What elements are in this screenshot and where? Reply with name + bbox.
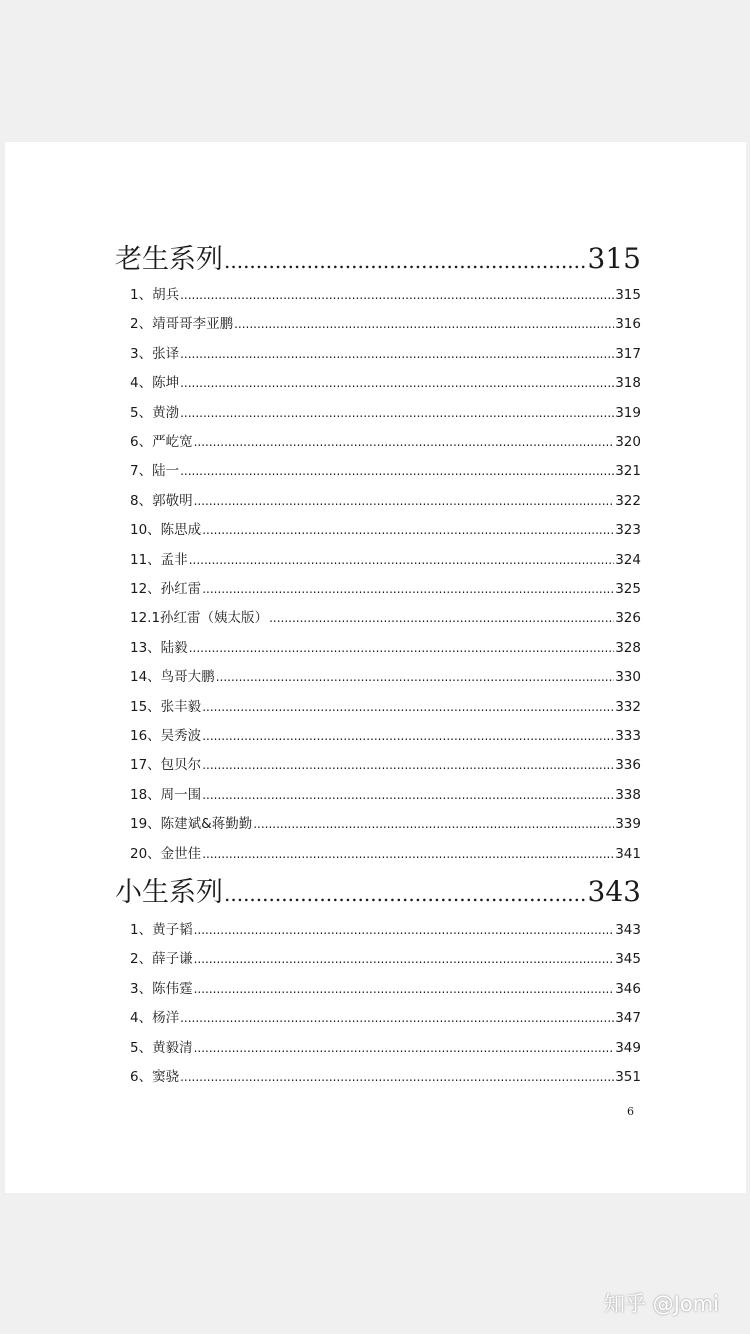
dot-leader [180,288,614,302]
entry-label: 1、胡兵 [130,287,180,303]
entry-page: 351 [615,1069,641,1085]
entry-label: 3、陈伟霆 [130,980,193,997]
dot-leader [202,847,614,861]
toc-entry[interactable] [130,489,641,509]
dot-leader [180,1070,614,1084]
section-title: 老生系列 [115,244,223,275]
dot-leader [202,758,614,772]
toc-entry[interactable] [130,947,641,967]
toc-entry[interactable] [130,548,641,568]
toc-entry[interactable] [130,665,641,685]
entry-label: 14、鸟哥大鹏 [130,669,215,686]
entry-page: 328 [615,639,641,656]
toc-entry[interactable] [130,283,641,303]
dot-leader [180,406,614,420]
entry-page: 317 [615,345,641,362]
dot-leader [180,376,614,390]
section-title: 小生系列 [115,877,223,908]
entry-label: 2、薛子谦 [130,951,193,968]
entry-page: 323 [615,522,641,539]
entry-label: 13、陆毅 [130,639,188,656]
document-page [5,142,746,1193]
dot-leader [202,788,614,802]
entry-page: 318 [615,375,641,392]
dot-leader [180,347,614,361]
page-number: 6 [627,1105,634,1118]
entry-label: 2、靖哥哥李亚鹏 [130,316,234,333]
section-page: 343 [587,875,641,908]
toc-entry[interactable] [130,518,641,538]
entry-page: 345 [615,951,641,968]
dot-leader [269,611,614,625]
dot-leader [224,882,587,906]
entry-page: 343 [615,922,641,938]
toc-entry[interactable] [130,977,641,997]
entry-page: 319 [615,404,641,421]
dot-leader [202,700,614,714]
toc-entry[interactable] [130,577,641,597]
entry-page: 320 [615,434,641,450]
entry-label: 12、孙红雷 [130,581,202,597]
dot-leader [202,582,614,596]
entry-page: 325 [615,581,641,597]
entry-page: 346 [615,980,641,997]
entry-label: 16、吴秀波 [130,728,202,744]
section-page: 315 [587,242,641,275]
entry-label: 11、孟非 [130,551,188,568]
toc-entry[interactable] [130,918,641,938]
toc-entry[interactable] [130,606,641,626]
dot-leader [234,317,614,331]
entry-label: 8、郭敬明 [130,492,193,509]
entry-label: 5、黄渤 [130,404,180,421]
entry-label: 12.1孙红雷（姨太版） [130,610,269,627]
dot-leader [180,1011,614,1025]
toc-entry[interactable] [130,401,641,421]
dot-leader [194,982,615,996]
entry-page: 341 [615,845,641,862]
toc-entry[interactable] [130,312,641,332]
dot-leader [194,435,615,449]
entry-page: 336 [615,757,641,774]
toc-entry[interactable] [130,783,641,803]
dot-leader [224,249,587,273]
toc-entry[interactable] [130,636,641,656]
entry-page: 333 [615,728,641,744]
dot-leader [180,464,614,478]
toc-entry[interactable] [130,459,641,479]
entry-label: 6、严屹宽 [130,434,193,450]
entry-page: 349 [615,1039,641,1056]
toc-entry[interactable] [130,812,641,832]
dot-leader [189,641,615,655]
entry-label: 20、金世佳 [130,845,202,862]
entry-page: 339 [615,816,641,833]
section-heading[interactable] [115,237,641,276]
toc-entry[interactable] [130,430,641,450]
entry-page: 315 [615,287,641,303]
dot-leader [202,523,614,537]
toc-entry[interactable] [130,842,641,862]
entry-page: 347 [615,1010,641,1027]
entry-label: 7、陆一 [130,463,180,480]
entry-label: 3、张译 [130,345,180,362]
toc-entry[interactable] [130,1036,641,1056]
dot-leader [253,817,614,831]
dot-leader [194,923,615,937]
toc-entry[interactable] [130,342,641,362]
entry-page: 330 [615,669,641,686]
entry-page: 316 [615,316,641,333]
entry-label: 19、陈建斌&蒋勤勤 [130,816,253,833]
toc-entry[interactable] [130,1006,641,1026]
entry-page: 324 [615,551,641,568]
dot-leader [216,670,615,684]
entry-label: 15、张丰毅 [130,698,202,715]
entry-label: 17、包贝尔 [130,757,202,774]
entry-page: 338 [615,786,641,803]
dot-leader [189,553,615,567]
entry-label: 1、黄子韬 [130,922,193,938]
entry-page: 326 [615,610,641,627]
dot-leader [194,494,615,508]
toc-entry[interactable] [130,371,641,391]
entry-label: 4、杨洋 [130,1010,180,1027]
entry-label: 4、陈坤 [130,375,180,392]
toc-entry[interactable] [130,695,641,715]
entry-label: 6、窦骁 [130,1069,180,1085]
watermark: 知乎 @Jomi [604,1292,720,1316]
dot-leader [202,729,614,743]
entry-label: 5、黄毅清 [130,1039,193,1056]
entry-label: 10、陈思成 [130,522,202,539]
section-heading[interactable] [115,870,641,909]
entry-page: 332 [615,698,641,715]
dot-leader [194,952,615,966]
entry-page: 322 [615,492,641,509]
toc-entry[interactable] [130,724,641,744]
dot-leader [194,1041,615,1055]
toc-entry[interactable] [130,1065,641,1085]
entry-label: 18、周一围 [130,786,202,803]
toc-entry[interactable] [130,753,641,773]
entry-page: 321 [615,463,641,480]
table-of-contents [5,142,746,1193]
